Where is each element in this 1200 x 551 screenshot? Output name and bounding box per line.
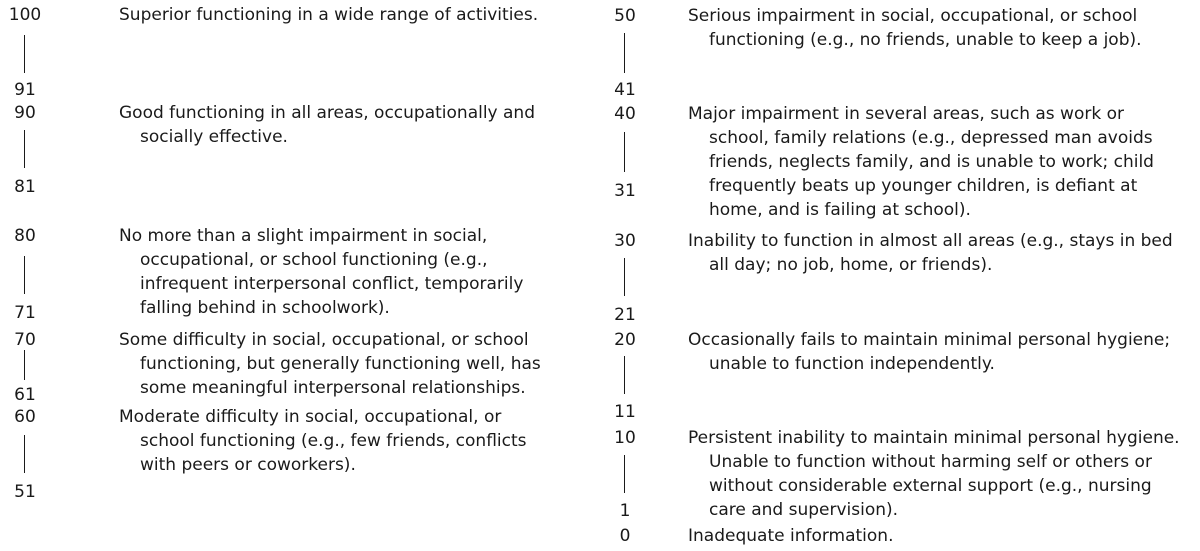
description-line: Superior functioning in a wide range of activities.: [119, 5, 539, 25]
description-line: infrequent interpersonal conflict, temporarily: [140, 274, 524, 294]
range-description: [688, 426, 1180, 522]
description-line: Persistent inability to maintain minimal personal hygiene.: [688, 428, 1180, 448]
range-bar: [624, 258, 625, 296]
description-line: school, family relations (e.g., depressed man avoids: [709, 128, 1153, 148]
description-line: Moderate difficulty in social, occupational, or: [119, 407, 502, 427]
description-line: socially effective.: [140, 127, 288, 147]
range-description: [119, 3, 538, 27]
range-top: 10: [614, 428, 636, 448]
range-bottom: 91: [14, 80, 36, 100]
range-bar: [24, 435, 25, 473]
range-bottom: 31: [614, 181, 636, 201]
range-bottom: 61: [14, 385, 36, 405]
description-line: falling behind in schoolwork).: [140, 298, 390, 318]
description-line: home, and is failing at school).: [709, 200, 971, 220]
range-bar: [624, 132, 625, 172]
description-line: Unable to function without harming self or others or: [709, 452, 1152, 472]
description-line: unable to function independently.: [709, 354, 995, 374]
range-description: [688, 229, 1173, 277]
description-line: without considerable external support (e.g., nursing: [709, 476, 1152, 496]
description-line: Inability to function in almost all areas (e.g., stays in bed: [688, 231, 1173, 251]
description-line: all day; no job, home, or friends).: [709, 255, 993, 275]
range-bottom: 1: [619, 501, 631, 521]
range-bar: [24, 130, 25, 168]
range-bar: [624, 33, 625, 73]
range-bar: [24, 350, 25, 380]
range-bottom: 51: [14, 482, 36, 502]
range-description: [688, 4, 1142, 52]
description-line: functioning, but generally functioning well, has: [140, 354, 541, 374]
range-description: [119, 224, 523, 320]
range-bottom: 71: [14, 303, 36, 323]
range-top: 30: [614, 231, 636, 251]
description-line: Serious impairment in social, occupational, or school: [688, 6, 1138, 26]
range-top: 60: [14, 407, 36, 427]
range-bar: [24, 35, 25, 73]
range-top: 20: [614, 330, 636, 350]
range-bottom: 11: [614, 402, 636, 422]
description-line: frequently beats up younger children, is defiant at: [709, 176, 1138, 196]
range-bottom: 81: [14, 177, 36, 197]
description-line: No more than a slight impairment in social,: [119, 226, 488, 246]
range-description: [119, 101, 535, 149]
description-line: Some difficulty in social, occupational, or school: [119, 330, 529, 350]
range-top: 40: [614, 104, 636, 124]
range-top: 100: [8, 5, 42, 25]
range-top: 80: [14, 226, 36, 246]
range-description: [688, 524, 894, 548]
description-line: with peers or coworkers).: [140, 455, 356, 475]
range-bar: [24, 256, 25, 294]
description-line: Major impairment in several areas, such as work or: [688, 104, 1124, 124]
range-bar: [624, 356, 625, 394]
description-line: Good functioning in all areas, occupationally and: [119, 103, 536, 123]
range-top: 0: [619, 526, 631, 546]
range-bottom: 21: [614, 305, 636, 325]
description-line: care and supervision).: [709, 500, 899, 520]
description-line: friends, neglects family, and is unable to work; child: [709, 152, 1154, 172]
range-description: [119, 328, 541, 400]
range-top: 90: [14, 103, 36, 123]
range-bar: [624, 455, 625, 493]
range-bottom: 41: [614, 80, 636, 100]
description-line: school functioning (e.g., few friends, conflicts: [140, 431, 527, 451]
range-description: [119, 405, 527, 477]
range-top: 70: [14, 330, 36, 350]
description-line: some meaningful interpersonal relationships.: [140, 378, 526, 398]
description-line: functioning (e.g., no friends, unable to keep a job).: [709, 30, 1142, 50]
range-top: 50: [614, 6, 636, 26]
range-description: [688, 102, 1154, 222]
description-line: Inadequate information.: [688, 526, 894, 546]
range-description: [688, 328, 1170, 376]
description-line: Occasionally fails to maintain minimal personal hygiene;: [688, 330, 1171, 350]
description-line: occupational, or school functioning (e.g.,: [140, 250, 488, 270]
